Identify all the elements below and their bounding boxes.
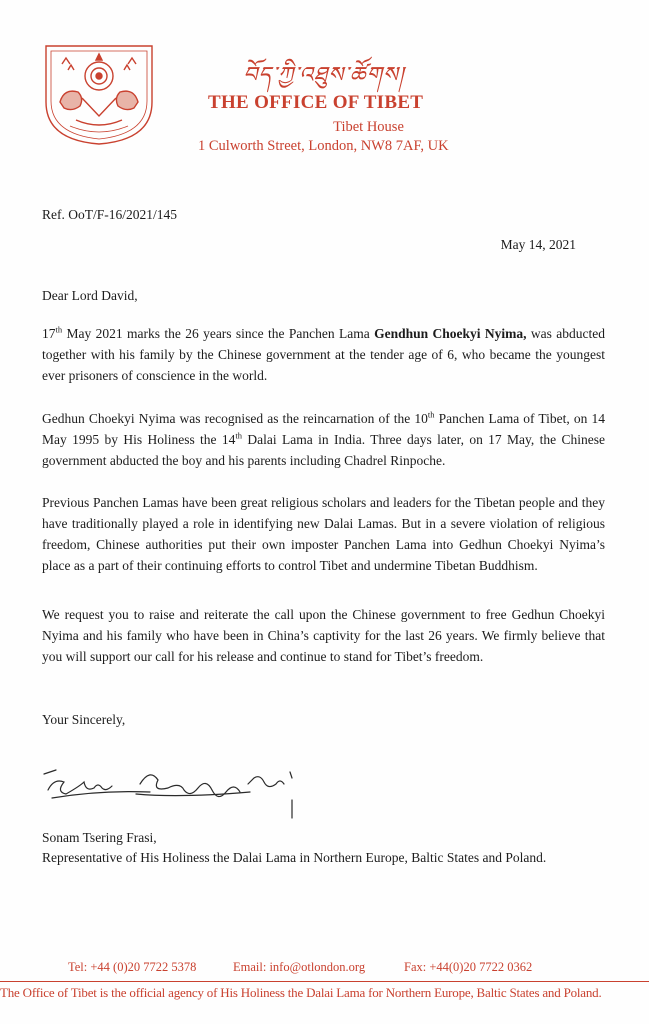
footer-note: The Office of Tibet is the official agency of His Holiness the Dalai Lama for Northern Europe, Baltic States and Poland. [0,985,602,1000]
p2-text-b: Panchen Lama of Tibet, on 14 May 1995 by His Holiness the 14 [42,411,605,447]
letterhead-org-name: THE OFFICE OF TIBET [208,92,424,113]
signer-name: Sonam Tsering Frasi, [42,830,157,845]
signer-block [42,828,622,868]
footer-divider [0,981,649,982]
signer-title: Representative of His Holiness the Dalai Lama in Northern Europe, Baltic States and Poland. [42,850,547,865]
footer-tel: Tel: +44 (0)20 7722 5378 [68,960,197,974]
p2-sup-a: th [427,409,435,420]
p1-text-d: was abducted together with his family by the Chinese government at the tender age of 6, who became the youngest ever prisoners of conscience in the world. [42,326,605,383]
handwritten-signature [40,748,320,828]
p1-bold-name: Gendhun Choekyi Nyima, [374,326,527,341]
footer-email: Email: info@otlondon.org [233,960,366,974]
p2-text-a: Gedhun Choekyi Nyima was recognised as the reincarnation of the 10 [42,411,428,426]
reference-number: Ref. OoT/F-16/2021/145 [42,207,177,222]
p2-sup-b: th [235,430,243,441]
footer-fax: Fax: +44(0)20 7722 0362 [404,960,533,974]
letterhead-tibetan-script: བོད་ཀྱི་འཐུས་ཚོགས། [243,62,405,87]
p1-text-a: 17 [42,326,56,341]
paragraph-4: We request you to raise and reiterate the call upon the Chinese government to free Gedhun Choekyi Nyima and his family who have been in China’s captivity for the last 26 years. We firmly believe that you will support our call for his release and continue to stand for Tibet’s freedom. [42,607,605,664]
paragraph-3: Previous Panchen Lamas have been great religious scholars and leaders for the Tibetan people and they have traditionally played a role in identifying new Dalai Lamas. But in a severe violation of religious freedom, Chinese authorities put their own imposter Panchen Lama into Gedhun Choekyi Nyima’s place as a part of their continuing efforts to control Tibet and undermine Tibetan Buddhism. [42,495,605,573]
greeting: Dear Lord David, [42,288,138,303]
p1-text-b: May 2021 marks the 26 years since the Panchen Lama [62,326,375,341]
letterhead-address-line2: 1 Culworth Street, London, NW8 7AF, UK [198,138,449,154]
paragraph-1 [42,323,605,386]
p1-sup: th [55,324,63,335]
letterhead-address-line1: Tibet House [333,119,404,135]
letter-date: May 14, 2021 [500,237,576,252]
paragraph-2 [42,408,605,471]
p2-text-c: Dalai Lama in India. Three days later, on 17 May, the Chinese government abducted the boy and his parents including Chadrel Rinpoche. [42,432,605,468]
closing: Your Sincerely, [42,712,126,727]
